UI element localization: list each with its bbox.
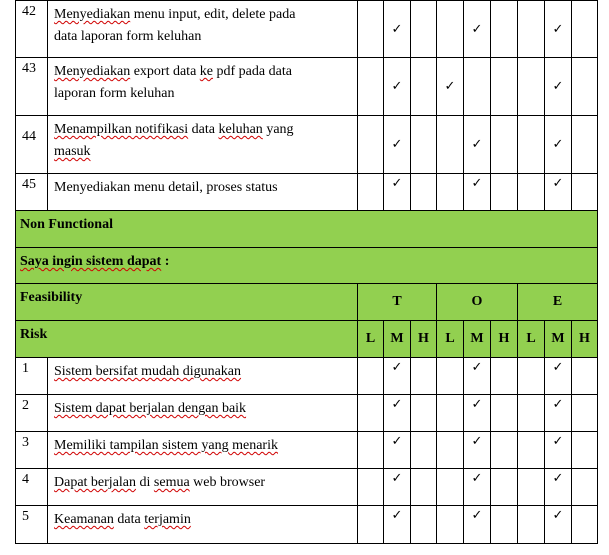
level-h: H — [491, 321, 518, 358]
risk-header — [16, 321, 598, 358]
cell-t-h — [411, 432, 437, 469]
cell-e-h — [572, 432, 598, 469]
cell-o-h — [491, 58, 518, 116]
check-icon: ✓ — [464, 116, 491, 174]
cell-t-l — [358, 469, 384, 506]
cell-o-h — [491, 395, 518, 432]
cell-e-l — [518, 395, 545, 432]
table-row — [16, 469, 598, 506]
requirements-table — [15, 0, 598, 544]
section-non-functional — [16, 211, 598, 248]
cell-e-l — [518, 116, 545, 174]
check-icon: ✓ — [384, 432, 411, 469]
section-title: Non Functional — [16, 211, 598, 248]
row-description: Sistem bersifat mudah digunakan — [48, 358, 358, 395]
check-icon: ✓ — [384, 358, 411, 395]
cell-t-l — [358, 1, 384, 58]
cell-t-h — [411, 116, 437, 174]
cell-t-h — [411, 506, 437, 544]
cell-e-l — [518, 1, 545, 58]
cell-e-l — [518, 174, 545, 211]
check-icon: ✓ — [384, 58, 411, 116]
check-icon: ✓ — [464, 469, 491, 506]
table-row — [16, 58, 598, 116]
check-icon: ✓ — [545, 395, 572, 432]
risk-label: Risk — [16, 321, 358, 358]
cell-e-h — [572, 358, 598, 395]
check-icon: ✓ — [545, 432, 572, 469]
level-h: H — [572, 321, 598, 358]
cell-t-l — [358, 432, 384, 469]
cell-o-l — [437, 395, 464, 432]
cell-e-h — [572, 395, 598, 432]
check-icon: ✓ — [545, 358, 572, 395]
cell-e-h — [572, 58, 598, 116]
feasibility-label: Feasibility — [16, 284, 358, 321]
table-row — [16, 1, 598, 58]
row-number: 42 — [16, 1, 48, 58]
check-icon: ✓ — [384, 395, 411, 432]
cell-t-l — [358, 58, 384, 116]
cell-o-l — [437, 469, 464, 506]
cell-o-l — [437, 432, 464, 469]
feasibility-header — [16, 284, 598, 321]
check-icon: ✓ — [464, 395, 491, 432]
cell-t-h — [411, 1, 437, 58]
cell-t-l — [358, 174, 384, 211]
check-icon: ✓ — [384, 469, 411, 506]
cell-e-h — [572, 174, 598, 211]
row-number: 4 — [16, 469, 48, 506]
cell-t-h — [411, 174, 437, 211]
row-number: 2 — [16, 395, 48, 432]
check-icon: ✓ — [545, 58, 572, 116]
row-number: 45 — [16, 174, 48, 211]
row-number: 43 — [16, 58, 48, 116]
cell-t-l — [358, 506, 384, 544]
cell-o-h — [491, 1, 518, 58]
row-number: 1 — [16, 358, 48, 395]
check-icon: ✓ — [545, 506, 572, 544]
cell-o-l — [437, 174, 464, 211]
cell-e-h — [572, 506, 598, 544]
table-row — [16, 395, 598, 432]
row-number: 5 — [16, 506, 48, 544]
cell-t-h — [411, 395, 437, 432]
cell-e-l — [518, 506, 545, 544]
cell-t-h — [411, 58, 437, 116]
cell-o-m — [464, 58, 491, 116]
level-m: M — [464, 321, 491, 358]
section-subtitle: Saya ingin sistem dapat : — [16, 248, 598, 284]
group-o: O — [437, 284, 518, 321]
cell-t-l — [358, 116, 384, 174]
group-t: T — [358, 284, 437, 321]
check-icon: ✓ — [545, 174, 572, 211]
cell-e-h — [572, 469, 598, 506]
cell-t-h — [411, 469, 437, 506]
check-icon: ✓ — [545, 116, 572, 174]
table-row — [16, 358, 598, 395]
cell-o-l — [437, 116, 464, 174]
cell-o-h — [491, 174, 518, 211]
cell-e-h — [572, 1, 598, 58]
section-saya — [16, 248, 598, 284]
table-row — [16, 506, 598, 544]
check-icon: ✓ — [437, 58, 464, 116]
check-icon: ✓ — [545, 1, 572, 58]
row-description: Keamanan data terjamin — [48, 506, 358, 544]
cell-t-h — [411, 358, 437, 395]
check-icon: ✓ — [384, 174, 411, 211]
level-m: M — [384, 321, 411, 358]
check-icon: ✓ — [464, 174, 491, 211]
cell-e-l — [518, 432, 545, 469]
check-icon: ✓ — [384, 1, 411, 58]
level-l: L — [358, 321, 384, 358]
check-icon: ✓ — [545, 469, 572, 506]
check-icon: ✓ — [464, 1, 491, 58]
row-description: Menyediakan menu input, edit, delete pada data laporan form keluhan — [48, 1, 358, 58]
cell-e-h — [572, 116, 598, 174]
cell-o-h — [491, 358, 518, 395]
row-description: Sistem dapat berjalan dengan baik — [48, 395, 358, 432]
check-icon: ✓ — [464, 506, 491, 544]
check-icon: ✓ — [384, 506, 411, 544]
check-icon: ✓ — [464, 432, 491, 469]
cell-o-l — [437, 506, 464, 544]
cell-t-l — [358, 358, 384, 395]
row-number: 3 — [16, 432, 48, 469]
cell-o-h — [491, 469, 518, 506]
check-icon: ✓ — [464, 358, 491, 395]
cell-e-l — [518, 469, 545, 506]
cell-t-l — [358, 395, 384, 432]
cell-o-h — [491, 432, 518, 469]
level-l: L — [518, 321, 545, 358]
level-m: M — [545, 321, 572, 358]
row-description: Menampilkan notifikasi data keluhan yang masuk — [48, 116, 358, 174]
level-h: H — [411, 321, 437, 358]
cell-o-l — [437, 358, 464, 395]
row-number: 44 — [16, 116, 48, 174]
row-description: Menyediakan menu detail, proses status — [48, 174, 358, 211]
cell-e-l — [518, 358, 545, 395]
cell-o-h — [491, 506, 518, 544]
cell-e-l — [518, 58, 545, 116]
row-description: Dapat berjalan di semua web browser — [48, 469, 358, 506]
table-row — [16, 174, 598, 211]
row-description: Memiliki tampilan sistem yang menarik — [48, 432, 358, 469]
level-l: L — [437, 321, 464, 358]
table-row — [16, 116, 598, 174]
group-e: E — [518, 284, 598, 321]
cell-o-h — [491, 116, 518, 174]
table-row — [16, 432, 598, 469]
cell-o-l — [437, 1, 464, 58]
check-icon: ✓ — [384, 116, 411, 174]
row-description: Menyediakan export data ke pdf pada data laporan form keluhan — [48, 58, 358, 116]
